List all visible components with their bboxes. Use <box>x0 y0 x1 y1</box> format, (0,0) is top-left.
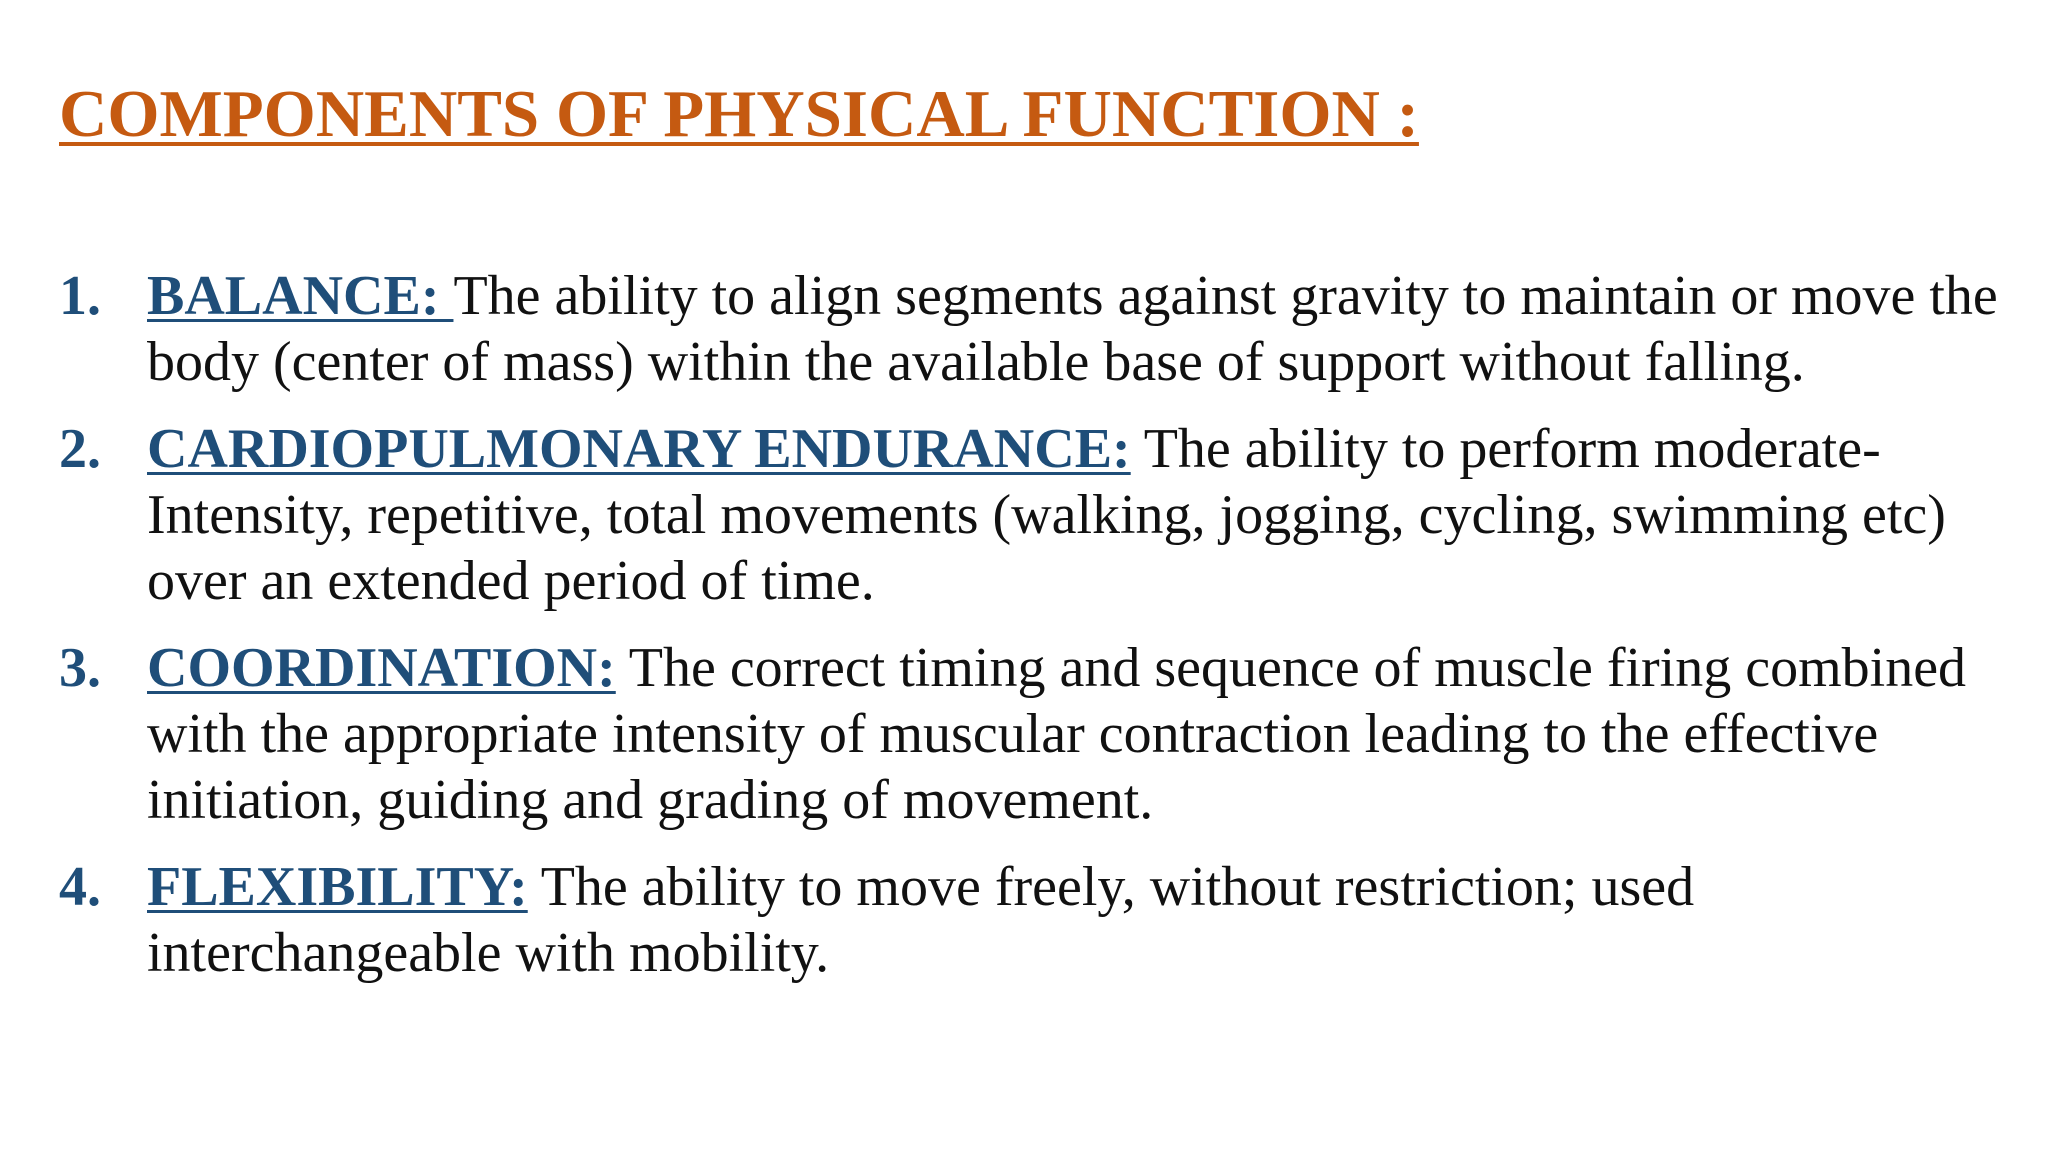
list-item-flexibility <box>59 854 2009 986</box>
term-description: The ability to align segments against gravity to maintain or move the body (center of mass) within the available base of support without falling. <box>147 265 1998 393</box>
term-description: The correct timing and sequence of muscle firing combined with the appropriate intensity of muscular contraction leading to the effective initiation, guiding and grading of movement. <box>147 637 1967 831</box>
term-balance: BALANCE: <box>147 265 454 327</box>
list-item-body <box>147 263 2009 395</box>
list-item-body <box>147 416 2009 614</box>
list-item-balance <box>59 263 2009 395</box>
term-description: The ability to perform moderate-Intensity, repetitive, total movements (walking, jogging, cycling, swimming etc) over an extended period of time. <box>147 418 1946 612</box>
list-item-body <box>147 635 2009 833</box>
list-item-number: 2. <box>59 418 101 480</box>
list-item-cardiopulmonary-endurance <box>59 416 2009 614</box>
term-flexibility: FLEXIBILITY: <box>147 856 528 918</box>
list-item-number: 1. <box>59 265 101 327</box>
term-coordination: COORDINATION: <box>147 637 616 699</box>
components-list <box>59 263 2009 1007</box>
list-item-number: 4. <box>59 856 101 918</box>
term-description: The ability to move freely, without restriction; used interchangeable with mobility. <box>147 856 1695 984</box>
slide-title: COMPONENTS OF PHYSICAL FUNCTION : <box>59 77 1419 151</box>
list-item-coordination <box>59 635 2009 833</box>
list-item-number: 3. <box>59 637 101 699</box>
term-cardiopulmonary-endurance: CARDIOPULMONARY ENDURANCE: <box>147 418 1131 480</box>
list-item-body <box>147 854 2009 986</box>
